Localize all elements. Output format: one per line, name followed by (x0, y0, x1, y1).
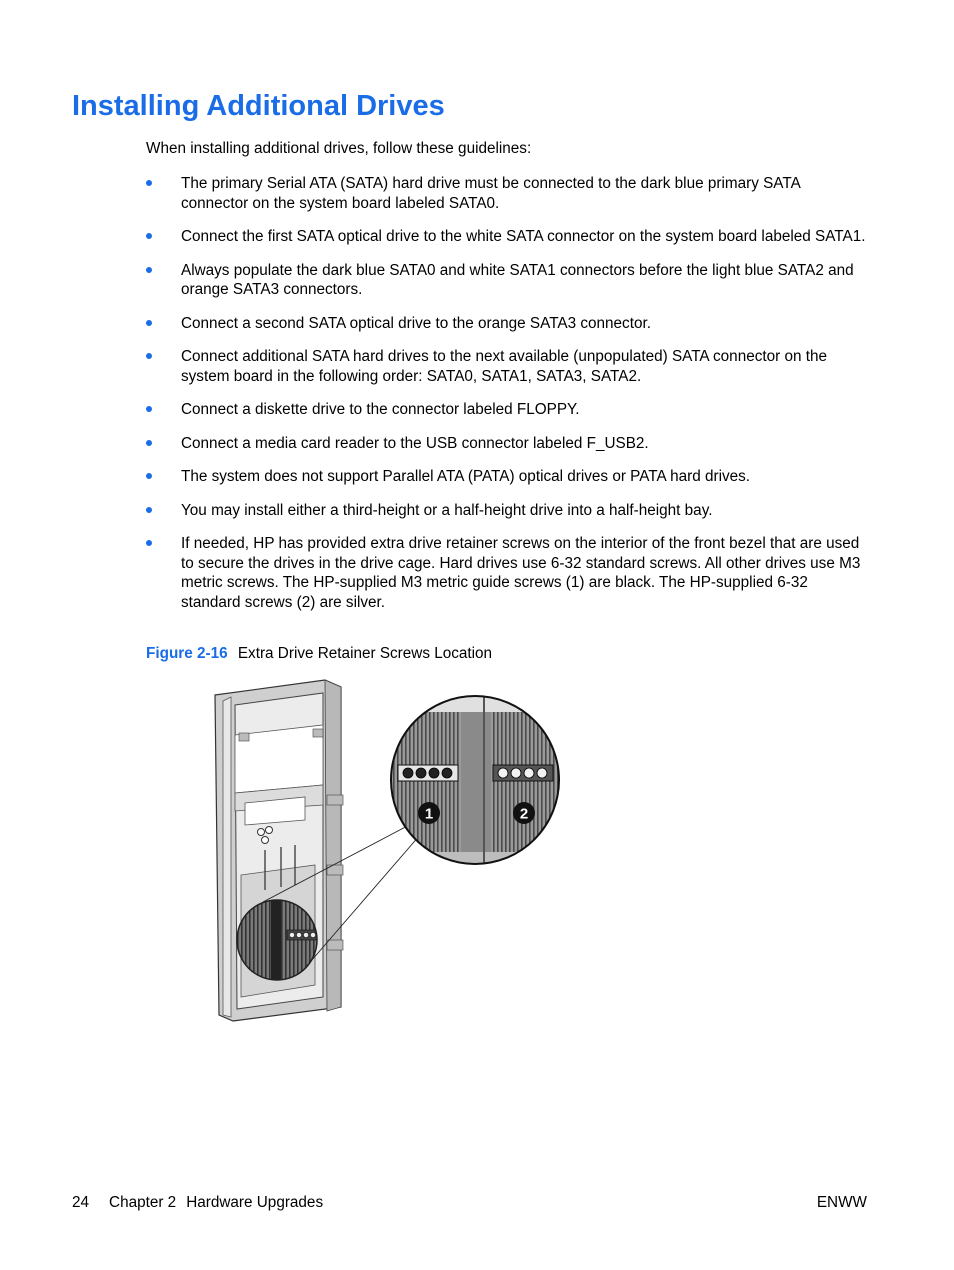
bullet-icon (146, 440, 152, 446)
figure-caption (146, 645, 492, 663)
guideline-list (146, 174, 871, 626)
list-item-text: Connect the first SATA optical drive to the white SATA connector on the system board labeled SATA1. (181, 228, 866, 245)
page-footer (72, 1194, 867, 1212)
bullet-icon (146, 473, 152, 479)
list-item (146, 174, 871, 213)
page-number: 24 (72, 1194, 90, 1211)
list-item (146, 467, 871, 487)
section-label: Hardware Upgrades (186, 1194, 324, 1211)
list-item (146, 501, 871, 521)
callout-2 (513, 802, 535, 824)
list-item (146, 314, 871, 334)
intro-text: When installing additional drives, follow these guidelines: (146, 140, 532, 157)
list-item-text: Connect a second SATA optical drive to the orange SATA3 connector. (181, 314, 651, 332)
list-item-text: The system does not support Parallel ATA (PATA) optical drives or PATA hard drives. (181, 468, 751, 485)
bullet-icon (146, 406, 152, 412)
list-item-text: You may install either a third-height or a half-height drive into a half-height bay. (181, 501, 713, 519)
zoom-detail-circle (385, 690, 565, 870)
list-item-text: If needed, HP has provided extra drive retainer screws on the interior of the front bezel that are used to secure the drives in the drive cage. Hard drives use 6-32 standard screws. All other drives use M3 metric screws. The HP-supplied M3 metric guide screws (1) are black. The HP-supplied 6-32 standard screws (2) are silver. (181, 535, 861, 611)
bullet-icon (146, 353, 152, 359)
footer-right-label: ENWW (816, 1194, 867, 1211)
list-item (146, 227, 871, 247)
bullet-icon (146, 320, 152, 326)
svg-text:1: 1 (424, 805, 434, 823)
list-item (146, 261, 871, 300)
list-item-text: Connect a media card reader to the USB connector labeled F_USB2. (181, 434, 649, 452)
bullet-icon (146, 267, 152, 273)
list-item (146, 347, 871, 386)
figure-caption-text: Extra Drive Retainer Screws Location (237, 645, 493, 662)
list-item-text: The primary Serial ATA (SATA) hard drive must be connected to the dark blue primary SATA connector on the system board labeled SATA0. (181, 175, 800, 212)
chapter-label: Chapter 2 (109, 1194, 177, 1211)
list-item (146, 534, 871, 612)
figure-label: Figure 2-16 (146, 645, 228, 662)
bullet-icon (146, 507, 152, 513)
list-item (146, 400, 871, 420)
list-item-text: Always populate the dark blue SATA0 and white SATA1 connectors before the light blue SATA2 and orange SATA3 connectors. (181, 261, 854, 298)
page-title: Installing Additional Drives (72, 90, 445, 122)
list-item (146, 434, 871, 454)
svg-text:2: 2 (519, 805, 529, 823)
bullet-icon (146, 233, 152, 239)
bullet-icon (146, 540, 152, 546)
list-item-text: Connect a diskette drive to the connector labeled FLOPPY. (181, 401, 580, 418)
callout-1 (418, 802, 440, 824)
list-item-text: Connect additional SATA hard drives to the next available (unpopulated) SATA connector on the system board in the following order: SATA0, SATA1, SATA3, SATA2. (181, 348, 827, 385)
bullet-icon (146, 180, 152, 186)
front-bezel-illustration (205, 675, 565, 1025)
